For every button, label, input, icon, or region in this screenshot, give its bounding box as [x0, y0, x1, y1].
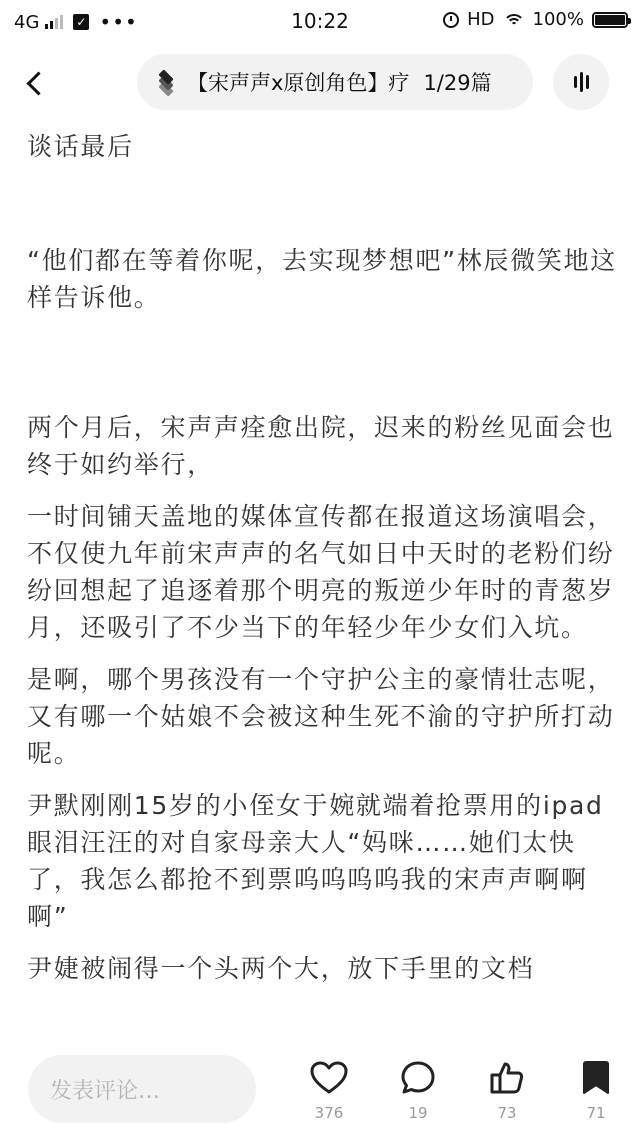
back-button[interactable] — [18, 62, 54, 102]
layers-icon — [157, 71, 179, 93]
battery-icon — [592, 12, 628, 28]
status-bar — [0, 0, 640, 44]
audio-button[interactable] — [553, 54, 609, 110]
recommend-count: 73 — [497, 1104, 517, 1122]
paragraph: 一时间铺天盖地的媒体宣传都在报道这场演唱会，不仅使九年前宋声声的名气如日中天时的老粉们纷纷回想起了追逐着那个明亮的叛逆少年时的青葱岁月，还吸引了不少当下的年轻少年少女们入坑。 — [27, 502, 615, 642]
chevron-left-icon — [26, 71, 50, 95]
chapter-progress: 1/29篇 — [423, 71, 492, 95]
wifi-icon — [503, 12, 525, 28]
paragraph: 两个月后，宋声声痊愈出院，迟来的粉丝见面会也终于如约举行， — [27, 413, 615, 479]
article-body — [27, 128, 617, 1040]
paragraph: 尹婕被闹得一个头两个大，放下手里的文档 — [27, 954, 535, 983]
nav-bar — [0, 50, 640, 116]
bottom-action-bar — [0, 1040, 640, 1138]
status-bar-right — [443, 9, 628, 30]
chat-bubble-icon — [400, 1060, 436, 1096]
status-time: 10:22 — [291, 9, 349, 33]
hd-indicator: HD — [467, 9, 495, 30]
bookmark-count: 71 — [586, 1104, 606, 1122]
network-type: 4G — [14, 11, 40, 33]
collection-title-button[interactable] — [137, 54, 533, 110]
paragraph: “他们都在等着你呢，去实现梦想吧”林辰微笑地这样告诉他。 — [27, 246, 617, 312]
paragraph: 是啊，哪个男孩没有一个守护公主的豪情壮志呢，又有哪一个姑娘不会被这种生死不渝的守护所打动呢。 — [27, 665, 615, 768]
alarm-icon — [443, 12, 459, 28]
check-notification-icon: ✓ — [73, 14, 89, 30]
more-notifications-icon: ••• — [99, 10, 138, 34]
like-count: 376 — [314, 1104, 344, 1122]
thumbs-up-icon — [489, 1060, 525, 1096]
collection-title: 【宋声声x原创角色】疗 — [187, 71, 410, 95]
bookmark-button[interactable] — [566, 1058, 626, 1122]
battery-percent: 100% — [532, 9, 584, 30]
comment-input[interactable] — [28, 1055, 256, 1123]
comment-count: 19 — [408, 1104, 428, 1122]
heart-icon — [310, 1061, 348, 1095]
audio-wave-icon — [574, 72, 589, 92]
comment-placeholder: 发表评论… — [50, 1078, 161, 1104]
recommend-button[interactable] — [477, 1058, 537, 1122]
like-button[interactable] — [299, 1058, 359, 1122]
paragraph: 谈话最后 — [27, 132, 134, 161]
paragraph: 尹默刚刚15岁的小侄女于婉就端着抢票用的ipad眼泪汪汪的对自家母亲大人“妈咪……她们太快了，我怎么都抢不到票呜呜呜呜我的宋声声啊啊啊” — [27, 791, 604, 931]
bookmark-icon — [581, 1060, 611, 1096]
comment-button[interactable] — [388, 1058, 448, 1122]
